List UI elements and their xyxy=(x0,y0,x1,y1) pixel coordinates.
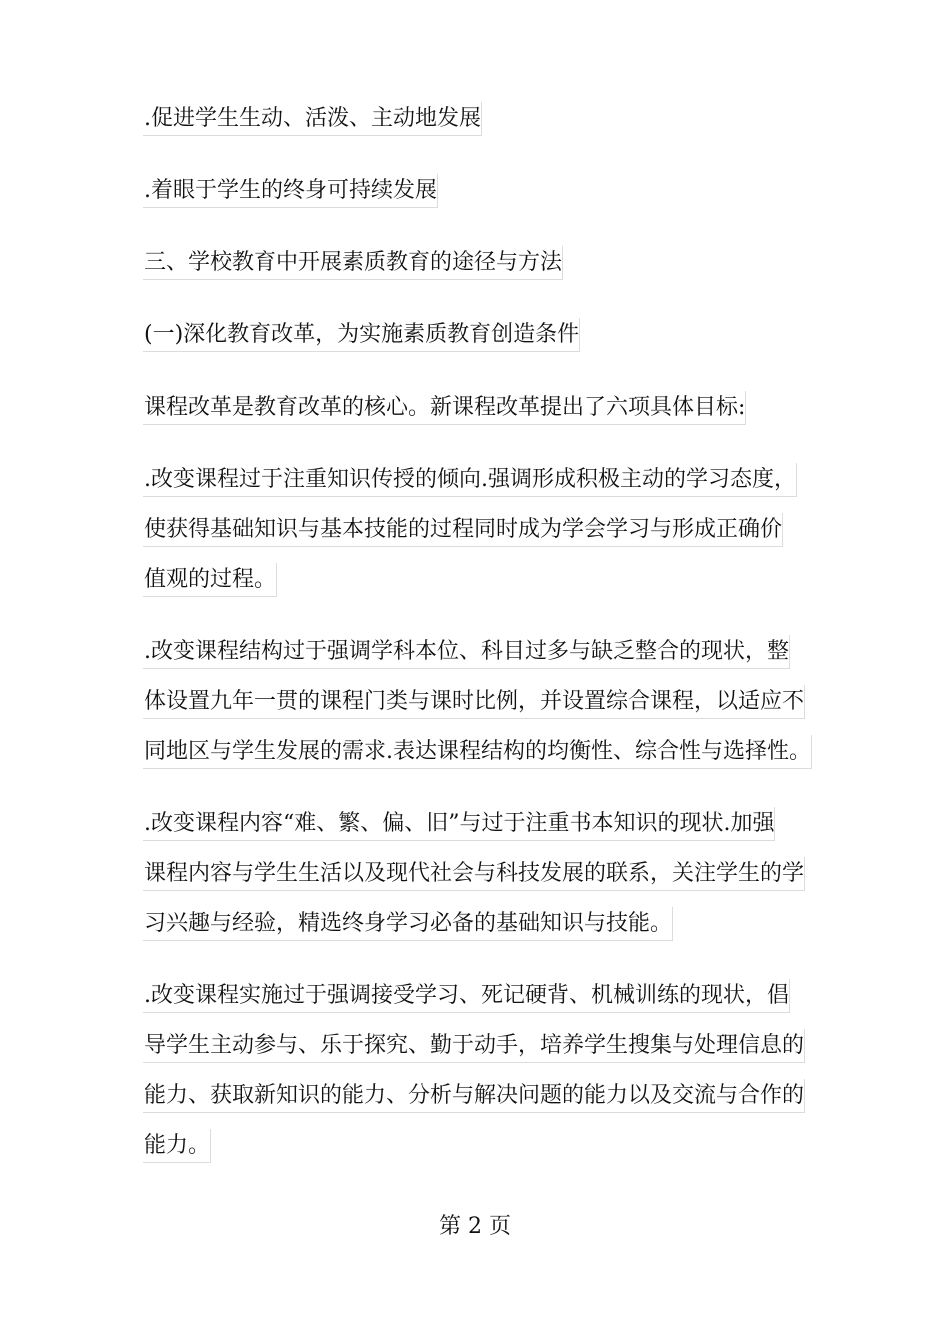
text-line: 同地区与学生发展的需求.表达课程结构的均衡性、综合性与选择性。 xyxy=(143,735,812,769)
text-line: .改变课程结构过于强调学科本位、科目过多与缺乏整合的现状，整 xyxy=(143,635,790,669)
text-line: 值观的过程。 xyxy=(143,563,277,597)
text-line: .改变课程过于注重知识传授的倾向.强调形成积极主动的学习态度， xyxy=(143,463,797,497)
text-line: 体设置九年一贯的课程门类与课时比例，并设置综合课程，以适应不 xyxy=(143,685,805,719)
text-line: 习兴趣与经验，精选终身学习必备的基础知识与技能。 xyxy=(143,907,673,941)
text-line: .着眼于学生的终身可持续发展 xyxy=(143,174,438,208)
text-line: 能力、获取新知识的能力、分析与解决问题的能力以及交流与合作的 xyxy=(143,1079,805,1113)
text-line: 课程内容与学生生活以及现代社会与科技发展的联系，关注学生的学 xyxy=(143,857,805,891)
text-line: .促进学生生动、活泼、主动地发展 xyxy=(143,102,482,136)
text-line: 能力。 xyxy=(143,1129,211,1163)
text-line: 导学生主动参与、乐于探究、勤于动手，培养学生搜集与处理信息的 xyxy=(143,1029,805,1063)
text-line: .改变课程内容“难、繁、偏、旧”与过于注重书本知识的现状.加强 xyxy=(143,807,775,841)
subsection-heading: (一)深化教育改革，为实施素质教育创造条件 xyxy=(143,318,580,352)
section-heading: 三、学校教育中开展素质教育的途径与方法 xyxy=(143,246,563,280)
text-line: 使获得基础知识与基本技能的过程同时成为学会学习与形成正确价 xyxy=(143,513,783,547)
page-number: 第 2 页 xyxy=(439,1214,511,1239)
text-line: 课程改革是教育改革的核心。新课程改革提出了六项具体目标: xyxy=(143,391,746,425)
text-line: .改变课程实施过于强调接受学习、死记硬背、机械训练的现状，倡 xyxy=(143,979,790,1013)
